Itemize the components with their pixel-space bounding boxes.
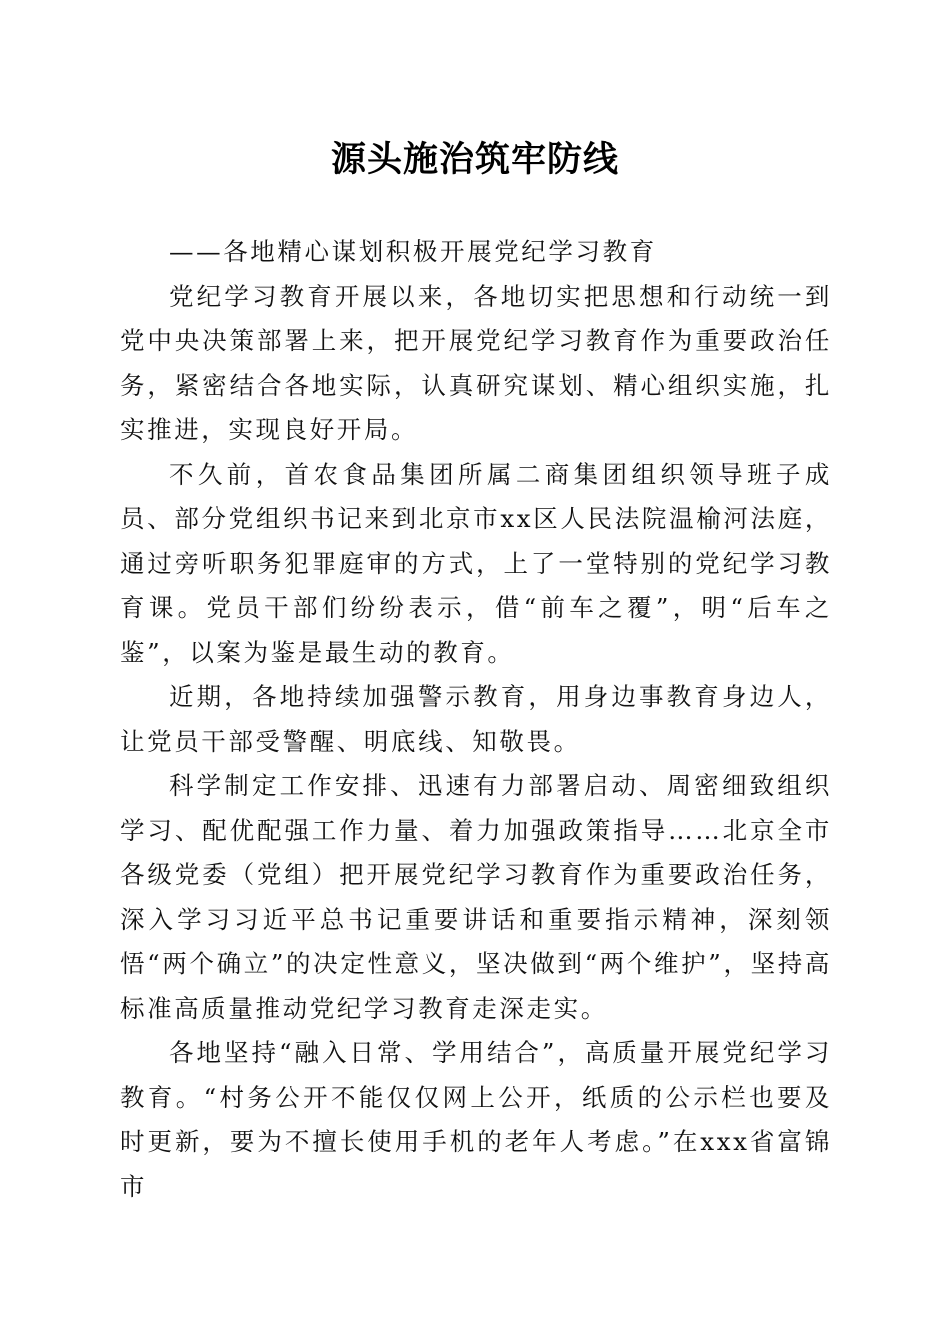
paragraph: 党纪学习教育开展以来，各地切实把思想和行动统一到党中央决策部署上来，把开展党纪学习教育作为重要政治任务，紧密结合各地实际，认真研究谋划、精心组织实施，扎实推进，实现良好开局。 bbox=[120, 281, 832, 444]
document-subtitle: ——各地精心谋划积极开展党纪学习教育 bbox=[169, 237, 657, 266]
paragraph: 各地坚持“融入日常、学用结合”，高质量开展党纪学习教育。“村务公开不能仅仅网上公开，纸质的公示栏也要及时更新，要为不擅长使用手机的老年人考虑。”在xxx省富锦市 bbox=[120, 1038, 832, 1201]
paragraph: 科学制定工作安排、迅速有力部署启动、周密细致组织学习、配优配强工作力量、着力加强政策指导……北京全市各级党委（党组）把开展党纪学习教育作为重要政治任务，深入学习习近平总书记重要讲话和重要指示精神，深刻领悟“两个确立”的决定性意义，坚决做到“两个维护”，坚持高标准高质量推动党纪学习教育走深走实。 bbox=[120, 771, 832, 1023]
paragraph: 近期，各地持续加强警示教育，用身边事教育身边人，让党员干部受警醒、明底线、知敬畏。 bbox=[120, 682, 832, 756]
paragraph: 不久前，首农食品集团所属二商集团组织领导班子成员、部分党组织书记来到北京市xx区人民法院温榆河法庭，通过旁听职务犯罪庭审的方式，上了一堂特别的党纪学习教育课。党员干部们纷纷表示，借“前车之覆”，明“后车之鉴”，以案为鉴是最生动的教育。 bbox=[120, 459, 832, 667]
document-title: 源头施治筑牢防线 bbox=[330, 139, 619, 180]
document-body bbox=[120, 230, 832, 1209]
